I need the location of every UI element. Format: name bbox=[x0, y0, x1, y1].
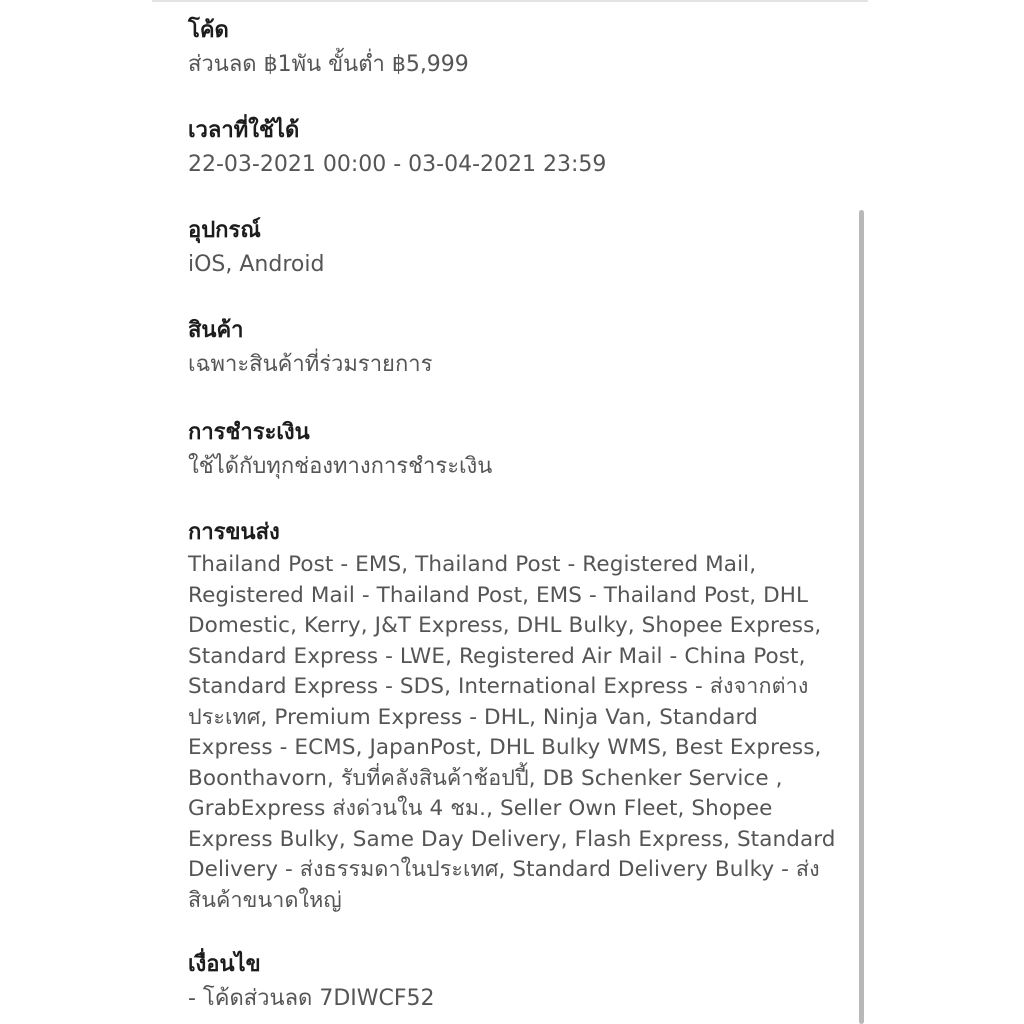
devices-section bbox=[188, 214, 838, 282]
conditions-section bbox=[188, 948, 838, 1016]
devices-label: อุปกรณ์ bbox=[188, 218, 261, 243]
valid-period-section bbox=[188, 114, 838, 182]
shipping-label: การขนส่ง bbox=[188, 520, 280, 545]
code-label: โค้ด bbox=[188, 18, 229, 43]
code-section bbox=[188, 14, 838, 82]
payment-value: ใช้ได้กับทุกช่องทางการชำระเงิน bbox=[188, 454, 493, 479]
payment-section bbox=[188, 416, 838, 484]
conditions-label: เงื่อนไข bbox=[188, 952, 261, 977]
valid-period-label: เวลาที่ใช้ได้ bbox=[188, 118, 300, 143]
shipping-value: Thailand Post - EMS, Thailand Post - Registered Mail, Registered Mail - Thailand Post, EMS - Thailand Post, DHL Domestic, Kerry, J&T Express, DHL Bulky, Shopee Express, Standard Express - LWE, Registered Air Mail - China Post, Standard Express - SDS, International Express - ส่งจากต่างประเทศ, Premium Express - DHL, Ninja Van, Standard Express - ECMS, JapanPost, DHL Bulky WMS, Best Express, Boonthavorn, รับที่คลังสินค้าช้อปปี้, DB Schenker Service , GrabExpress ส่งด่วนใน 4 ชม., Seller Own Fleet, Shopee Express Bulky, Same Day Delivery, Flash Express, Standard Delivery - ส่งธรรมดาในประเทศ, Standard Delivery Bulky - ส่งสินค้าขนาดใหญ่ bbox=[188, 552, 836, 913]
valid-period-value: 22-03-2021 00:00 - 03-04-2021 23:59 bbox=[188, 152, 607, 177]
products-section bbox=[188, 314, 838, 382]
top-divider bbox=[152, 0, 868, 2]
products-value: เฉพาะสินค้าที่ร่วมรายการ bbox=[188, 352, 433, 377]
voucher-details bbox=[188, 14, 838, 1016]
conditions-value: - โค้ดส่วนลด 7DIWCF52 bbox=[188, 986, 435, 1011]
products-label: สินค้า bbox=[188, 318, 244, 343]
scrollbar[interactable] bbox=[859, 210, 864, 1024]
code-value: ส่วนลด ฿1พัน ขั้นต่ำ ฿5,999 bbox=[188, 52, 469, 77]
devices-value: iOS, Android bbox=[188, 252, 325, 277]
payment-label: การชำระเงิน bbox=[188, 420, 310, 445]
shipping-section bbox=[188, 516, 838, 916]
